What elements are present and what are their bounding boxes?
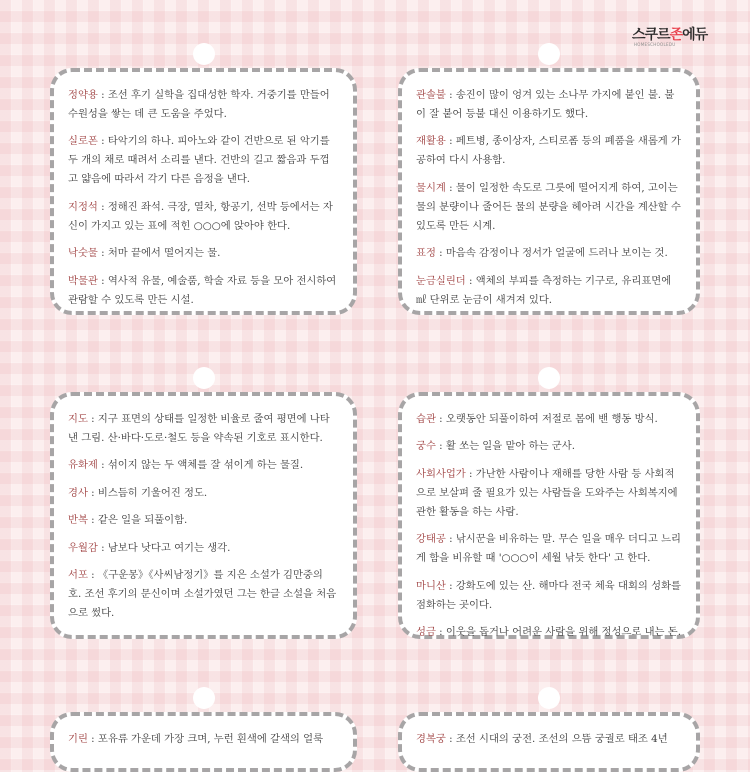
vocab-definition: 조선 후기 실학을 집대성한 학자. 거중기를 만들어 수원성을 쌓는 데 큰 도움을 주었다.: [68, 89, 330, 120]
vocab-term: 서포: [68, 568, 88, 581]
term-separator: :: [445, 135, 456, 148]
term-separator: :: [87, 413, 98, 425]
term-separator: :: [97, 459, 108, 472]
term-separator: :: [445, 181, 456, 194]
vocab-entry: [68, 272, 339, 310]
term-separator: :: [97, 541, 108, 554]
vocab-definition: 오랫동안 되풀이하여 저절로 몸에 밴 행동 방식.: [445, 413, 658, 425]
vocab-entry: [68, 456, 339, 475]
vocab-term: 성금: [416, 625, 436, 638]
term-separator: :: [87, 514, 98, 527]
term-separator: :: [87, 568, 98, 581]
vocab-entry: [416, 410, 682, 429]
brand-logo: [632, 24, 708, 54]
vocab-entry: [416, 530, 682, 568]
term-separator: :: [445, 733, 456, 745]
vocab-entry: [416, 179, 682, 236]
term-separator: :: [97, 274, 108, 287]
term-separator: :: [445, 533, 456, 546]
vocab-definition: 《구운몽》《사씨남정기》를 지은 소설가 김만중의 호. 조선 후기의 문신이며 소설가였던 그는 한글 소설을 처음으로 썼다.: [68, 568, 337, 619]
vocab-definition: 낚시꾼을 비유하는 말. 무슨 일을 매우 더디고 느리게 함을 비유할 때 '○○○이 세월 낚듯 한다' 고 한다.: [416, 533, 681, 565]
brand-logo-text: 스쿠르존에듀: [632, 27, 708, 43]
term-separator: :: [87, 486, 98, 499]
term-separator: :: [465, 274, 476, 287]
vocab-term: 지도: [68, 413, 88, 425]
vocab-entry: [68, 539, 339, 558]
vocab-term: 표정: [416, 247, 436, 260]
vocab-entry: [68, 410, 339, 448]
vocab-entry: [68, 132, 339, 189]
vocab-card: [50, 68, 357, 315]
vocab-definition: 송진이 많이 엉겨 있는 소나무 가지에 붙인 불. 불이 잘 붙어 등불 대신 이용하기도 했다.: [416, 89, 675, 120]
term-separator: :: [445, 579, 456, 592]
vocab-definition: 남보다 낫다고 여기는 생각.: [107, 541, 231, 554]
vocab-term: 반복: [68, 514, 88, 527]
vocab-entry: [68, 730, 339, 749]
vocab-entry: [416, 272, 682, 310]
vocab-entry: [416, 465, 682, 522]
vocab-definition: 액체의 부피를 측정하는 기구로, 유리표면에 ㎖ 단위로 눈금이 새겨져 있다.: [416, 274, 672, 306]
vocab-term: 궁수: [416, 440, 436, 453]
term-separator: :: [97, 247, 108, 260]
vocab-definition: 강화도에 있는 산. 해마다 전국 체육 대회의 성화를 점화하는 곳이다.: [416, 579, 681, 611]
card-hole: [193, 43, 215, 65]
card-hole: [538, 367, 560, 389]
vocab-definition: 정해진 좌석. 극장, 열차, 항공기, 선박 등에서는 자신이 가지고 있는 표에 적힌 ○○○에 앉아야 한다.: [68, 200, 333, 232]
term-separator: :: [97, 200, 108, 213]
term-separator: :: [435, 625, 446, 638]
vocab-entry: [68, 198, 339, 236]
vocab-entry: [68, 86, 339, 124]
vocab-term: 물시계: [416, 181, 446, 194]
term-separator: :: [445, 89, 456, 101]
vocab-definition: 이웃을 돕거나 어려운 사람을 위해 정성으로 내는 돈.: [445, 625, 681, 638]
term-separator: :: [465, 467, 476, 480]
vocab-definition: 페트병, 종이상자, 스티로폼 등의 폐품을 새롭게 가공하여 다시 사용함.: [416, 135, 681, 167]
vocab-entry: [68, 511, 339, 530]
vocab-definition: 역사적 유물, 예술품, 학술 자료 등을 모아 전시하여 관람할 수 있도록 만든 시설.: [68, 274, 337, 306]
vocab-card: [50, 392, 357, 639]
card-hole: [538, 43, 560, 65]
vocab-term: 정약용: [68, 89, 98, 101]
vocab-definition: 물이 일정한 속도로 그릇에 떨어지게 하여, 고이는 물의 분량이나 줄어든 물의 분량을 헤아려 시간을 계산할 수 있도록 만든 시계.: [416, 181, 681, 232]
term-separator: :: [435, 413, 446, 425]
term-separator: :: [97, 135, 108, 148]
vocab-definition: 비스듬히 기울어진 정도.: [97, 486, 208, 499]
vocab-card: [398, 68, 700, 315]
vocab-definition: 활 쏘는 일을 맡아 하는 군사.: [445, 440, 575, 453]
vocab-term: 재활용: [416, 135, 446, 148]
card-hole: [193, 687, 215, 709]
vocab-definition: 가난한 사람이나 재해를 당한 사람 등 사회적으로 보살펴 줄 필요가 있는 사람들을 도와주는 사회복지에 관한 활동을 하는 사람.: [416, 467, 678, 518]
vocab-definition: 포유류 가운데 가장 크며, 누런 흰색에 갈색의 얼룩: [97, 733, 324, 745]
vocab-definition: 섞이지 않는 두 액체를 잘 섞이게 하는 물질.: [107, 459, 304, 472]
vocab-term: 관솔불: [416, 89, 446, 101]
brand-logo-subtitle: HOMESCHOOLEDU: [634, 42, 676, 47]
term-separator: :: [435, 247, 446, 260]
vocab-entry: [416, 244, 682, 263]
vocab-term: 실로폰: [68, 135, 98, 148]
vocab-entry: [68, 566, 339, 623]
vocab-entry: [416, 623, 682, 642]
vocab-definition: 지구 표면의 상태를 일정한 비율로 줄여 평면에 나타낸 그림. 산·바다·도로·철도 등을 약속된 기호로 표시한다.: [68, 413, 330, 444]
vocab-definition: 마음속 감정이나 정서가 얼굴에 드러나 보이는 것.: [445, 247, 668, 260]
term-separator: :: [87, 733, 98, 745]
vocab-term: 마니산: [416, 579, 446, 592]
vocab-entry: [68, 244, 339, 263]
vocab-term: 강태공: [416, 533, 446, 546]
vocab-definition: 타악기의 하나. 피아노와 같이 건반으로 된 악기를 두 개의 채로 때려서 소리를 낸다. 건반의 길고 짧음과 두껍고 얇음에 따라서 각기 다른 음정을 낸다.: [68, 135, 330, 186]
vocab-entry: [416, 437, 682, 456]
vocab-term: 경복궁: [416, 733, 446, 745]
vocab-term: 경사: [68, 486, 88, 499]
vocab-entry: [68, 484, 339, 503]
term-separator: :: [97, 89, 108, 101]
term-separator: :: [435, 440, 446, 453]
vocab-definition: 같은 일을 되풀이함.: [97, 514, 188, 527]
vocab-entry: [416, 730, 682, 749]
vocab-term: 습관: [416, 413, 436, 425]
vocab-term: 박물관: [68, 274, 98, 287]
vocab-definition: 처마 끝에서 떨어지는 물.: [107, 247, 221, 260]
vocab-entry: [416, 132, 682, 170]
vocab-definition: 조선 시대의 궁전. 조선의 으뜸 궁궐로 태조 4년: [455, 733, 668, 745]
vocab-entry: [416, 577, 682, 615]
vocab-term: 유화제: [68, 459, 98, 472]
vocab-term: 눈금실린더: [416, 274, 466, 287]
vocab-term: 사회사업가: [416, 467, 466, 480]
card-hole: [538, 687, 560, 709]
card-hole: [193, 367, 215, 389]
vocab-entry: [416, 86, 682, 124]
vocab-card: [398, 392, 700, 639]
vocab-card: [398, 712, 700, 772]
vocab-term: 기린: [68, 733, 88, 745]
vocab-card: [50, 712, 357, 772]
vocab-term: 지정석: [68, 200, 98, 213]
vocab-term: 우월감: [68, 541, 98, 554]
vocab-term: 낙숫물: [68, 247, 98, 260]
